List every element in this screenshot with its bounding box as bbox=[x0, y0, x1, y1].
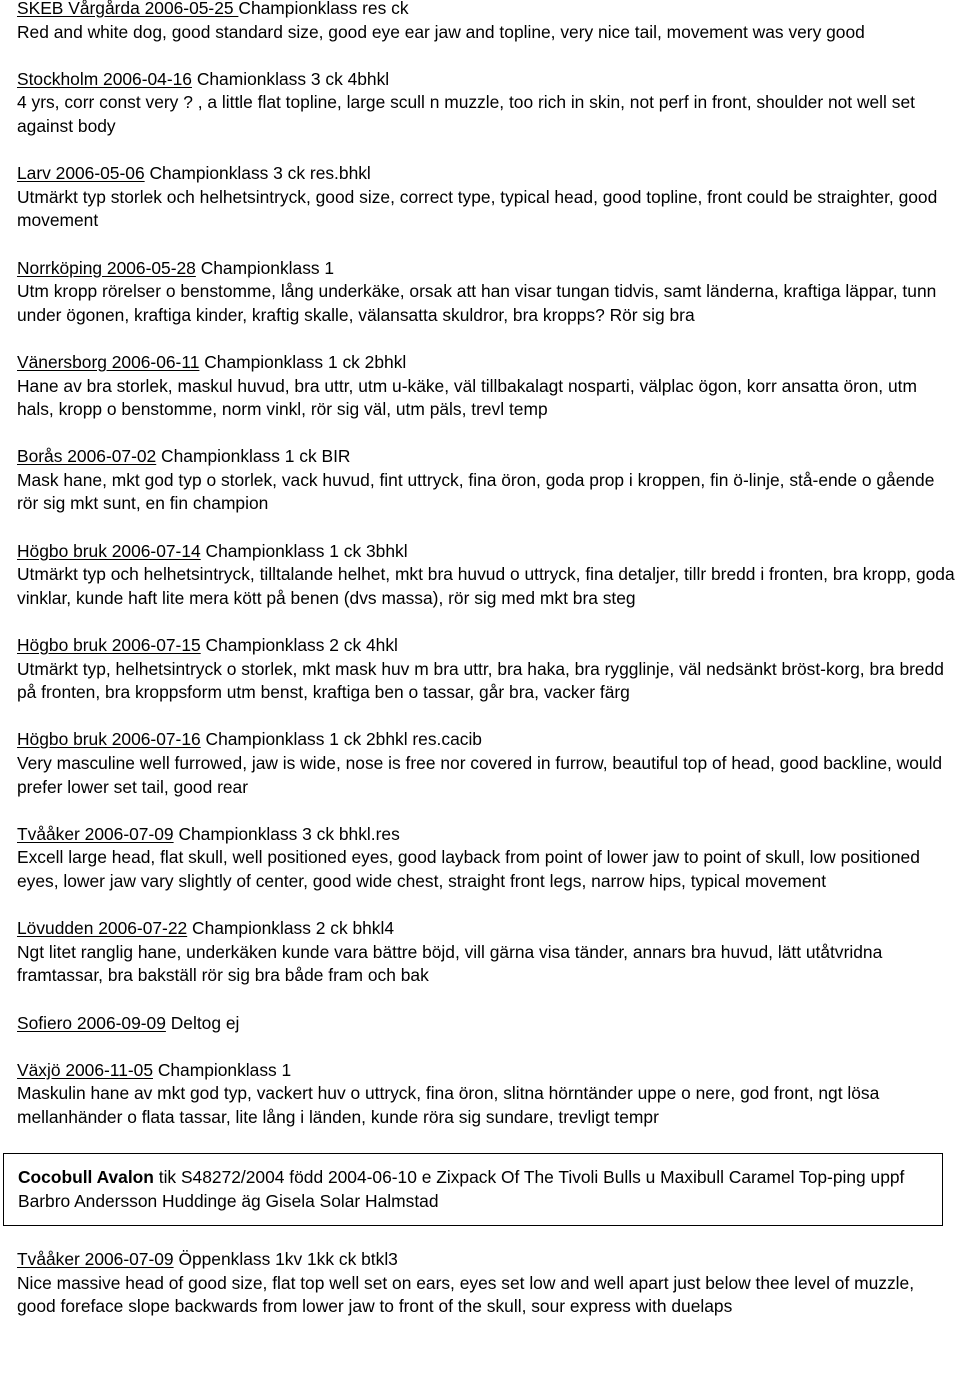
entry-critique: Utmärkt typ, helhetsintryck o storlek, mkt mask huv m bra uttr, bra haka, bra rygglinje, väl nedsänkt bröst-korg, bra bredd på fronten, bra kroppsform utm benst, kraftiga ben o tassar, går bra, vacker färg bbox=[17, 658, 944, 703]
show-entry bbox=[17, 257, 957, 328]
entry-heading bbox=[17, 162, 957, 186]
entry-critique: 4 yrs, corr const very ? , a little flat topline, large scull n muzzle, too rich in skin, not perf in front, shoulder not well set against body bbox=[17, 92, 915, 136]
entry-result: Championklass 1 bbox=[153, 1059, 292, 1080]
entry-location-date: Tvååker 2006-07-09 bbox=[17, 1249, 174, 1270]
entry-critique: Ngt litet ranglig hane, underkäken kunde vara bättre böjd, vill gärna visa tänder, annars bra huvud, lätt utåtvridna framtassar, bra bakställ rör sig bra både fram och bak bbox=[17, 941, 883, 986]
entry-location-date: Larv 2006-05-06 bbox=[17, 163, 145, 184]
entry-location-date: Högbo bruk 2006-07-15 bbox=[17, 635, 201, 656]
show-entry bbox=[17, 0, 957, 44]
entry-result: Championklass res ck bbox=[238, 0, 409, 18]
show-results-list-2 bbox=[17, 1248, 957, 1319]
entry-location-date: Stockholm 2006-04-16 bbox=[17, 68, 192, 89]
entry-heading bbox=[17, 1012, 957, 1036]
entry-location-date: Högbo bruk 2006-07-14 bbox=[17, 540, 201, 561]
show-entry bbox=[17, 823, 957, 894]
entry-location-date: Högbo bruk 2006-07-16 bbox=[17, 729, 201, 750]
entry-heading bbox=[17, 917, 957, 941]
entry-heading bbox=[17, 0, 957, 21]
show-entry bbox=[17, 540, 957, 611]
entry-critique: Nice massive head of good size, flat top well set on ears, eyes set low and well apart just below thee level of muzzle, good foreface slope backwards from lower jaw to front of the skull, sour express with duelaps bbox=[17, 1272, 915, 1317]
entry-location-date: Norrköping 2006-05-28 bbox=[17, 257, 196, 278]
entry-critique: Utmärkt typ och helhetsintryck, tilltalande helhet, mkt bra huvud o uttryck, fina detaljer, tillr bredd i fronten, bra kropp, goda vinklar, kunde haft lite mera kött på benen (dvs massa), rör sig med mkt bra steg bbox=[17, 564, 955, 608]
show-entry bbox=[17, 68, 957, 139]
entry-critique: Mask hane, mkt god typ o storlek, vack huvud, fint uttryck, fina öron, goda prop i kroppen, fin ö-linje, stå-ende o gående rör sig mkt sunt, en fin champion bbox=[17, 469, 935, 514]
entry-result: Championklass 3 ck res.bhkl bbox=[144, 163, 371, 184]
entry-result: Championklass 2 ck bhkl4 bbox=[187, 918, 395, 939]
entry-location-date: Lövudden 2006-07-22 bbox=[17, 918, 188, 939]
entry-result: Championklass 2 ck 4hkl bbox=[200, 635, 398, 656]
entry-heading bbox=[17, 1248, 957, 1272]
document-page bbox=[17, 0, 957, 1343]
show-entry bbox=[17, 634, 957, 705]
entry-critique: Red and white dog, good standard size, good eye ear jaw and topline, very nice tail, movement was very good bbox=[17, 21, 865, 42]
entry-critique: Very masculine well furrowed, jaw is wide, nose is free nor covered in furrow, beautiful top of head, good backline, would prefer lower set tail, good rear bbox=[17, 753, 943, 797]
entry-heading bbox=[17, 257, 957, 281]
entry-heading bbox=[17, 728, 957, 752]
entry-heading bbox=[17, 1059, 957, 1083]
entry-location-date: Tvååker 2006-07-09 bbox=[17, 823, 174, 844]
entry-heading bbox=[17, 351, 957, 375]
dog-info bbox=[18, 1166, 942, 1213]
dog-info-box bbox=[3, 1153, 943, 1226]
entry-location-date: Sofiero 2006-09-09 bbox=[17, 1012, 166, 1033]
show-entry bbox=[17, 162, 957, 233]
entry-result: Championklass 3 ck bhkl.res bbox=[173, 823, 400, 844]
show-entry bbox=[17, 1059, 957, 1130]
entry-location-date: Vänersborg 2006-06-11 bbox=[17, 351, 200, 372]
show-entry bbox=[17, 445, 957, 516]
entry-heading bbox=[17, 540, 957, 564]
entry-heading bbox=[17, 823, 957, 847]
entry-critique: Excell large head, flat skull, well positioned eyes, good layback from point of lower jaw to point of skull, low positioned eyes, lower jaw vary slightly of center, good wide chest, straight front legs, narrow hips, typical movement bbox=[17, 847, 920, 891]
show-results-list bbox=[17, 0, 957, 1130]
entry-result: Championklass 1 ck BIR bbox=[156, 446, 351, 467]
entry-critique: Hane av bra storlek, maskul huvud, bra uttr, utm u-käke, väl tillbakalagt nosparti, välplac ögon, korr ansatta öron, utm hals, kropp o benstomme, norm vinkl, rör sig väl, utm päls, trevl temp bbox=[17, 375, 917, 420]
entry-critique: Utm kropp rörelser o benstomme, lång underkäke, orsak att han visar tungan tidvis, samt länderna, kraftiga läppar, tunn under ögonen, kraftiga kinder, kraftig skalle, välansatta skuldror, bra kropps? Rör sig bra bbox=[17, 281, 937, 325]
entry-heading bbox=[17, 634, 957, 658]
entry-critique: Maskulin hane av mkt god typ, vackert huv o uttryck, fina öron, slitna hörntänder uppe o nere, god front, ngt lösa mellanhänder o flata tassar, lite lång i länden, kunde röra sig sundare, trevligt tempr bbox=[17, 1083, 880, 1127]
show-entry bbox=[17, 728, 957, 799]
entry-result: Deltog ej bbox=[165, 1012, 240, 1033]
entry-location-date: SKEB Vårgårda 2006-05-25 bbox=[17, 0, 239, 18]
entry-result: Championklass 1 ck 3bhkl bbox=[200, 540, 408, 561]
entry-result: Öppenklass 1kv 1kk ck btkl3 bbox=[173, 1249, 398, 1270]
show-entry bbox=[17, 1012, 957, 1036]
entry-heading bbox=[17, 68, 957, 92]
entry-result: Championklass 1 bbox=[195, 257, 335, 278]
entry-critique: Utmärkt typ storlek och helhetsintryck, good size, correct type, typical head, good topline, front could be straighter, good movement bbox=[17, 186, 938, 231]
show-entry bbox=[17, 351, 957, 422]
show-entry bbox=[17, 917, 957, 988]
dog-details: tik S48272/2004 född 2004-06-10 e Zixpack Of The Tivoli Bulls u Maxibull Caramel Top-ping uppf Barbro Andersson Huddinge äg Gisela Solar Halmstad bbox=[18, 1167, 905, 1211]
entry-location-date: Växjö 2006-11-05 bbox=[17, 1059, 153, 1080]
entry-location-date: Borås 2006-07-02 bbox=[17, 446, 157, 467]
show-entry bbox=[17, 1248, 957, 1319]
entry-heading bbox=[17, 445, 957, 469]
dog-name: Cocobull Avalon bbox=[18, 1167, 154, 1188]
entry-result: Chamionklass 3 ck 4bhkl bbox=[191, 68, 390, 89]
entry-result: Championklass 1 ck 2bhkl bbox=[199, 351, 407, 372]
entry-result: Championklass 1 ck 2bhkl res.cacib bbox=[200, 729, 482, 750]
